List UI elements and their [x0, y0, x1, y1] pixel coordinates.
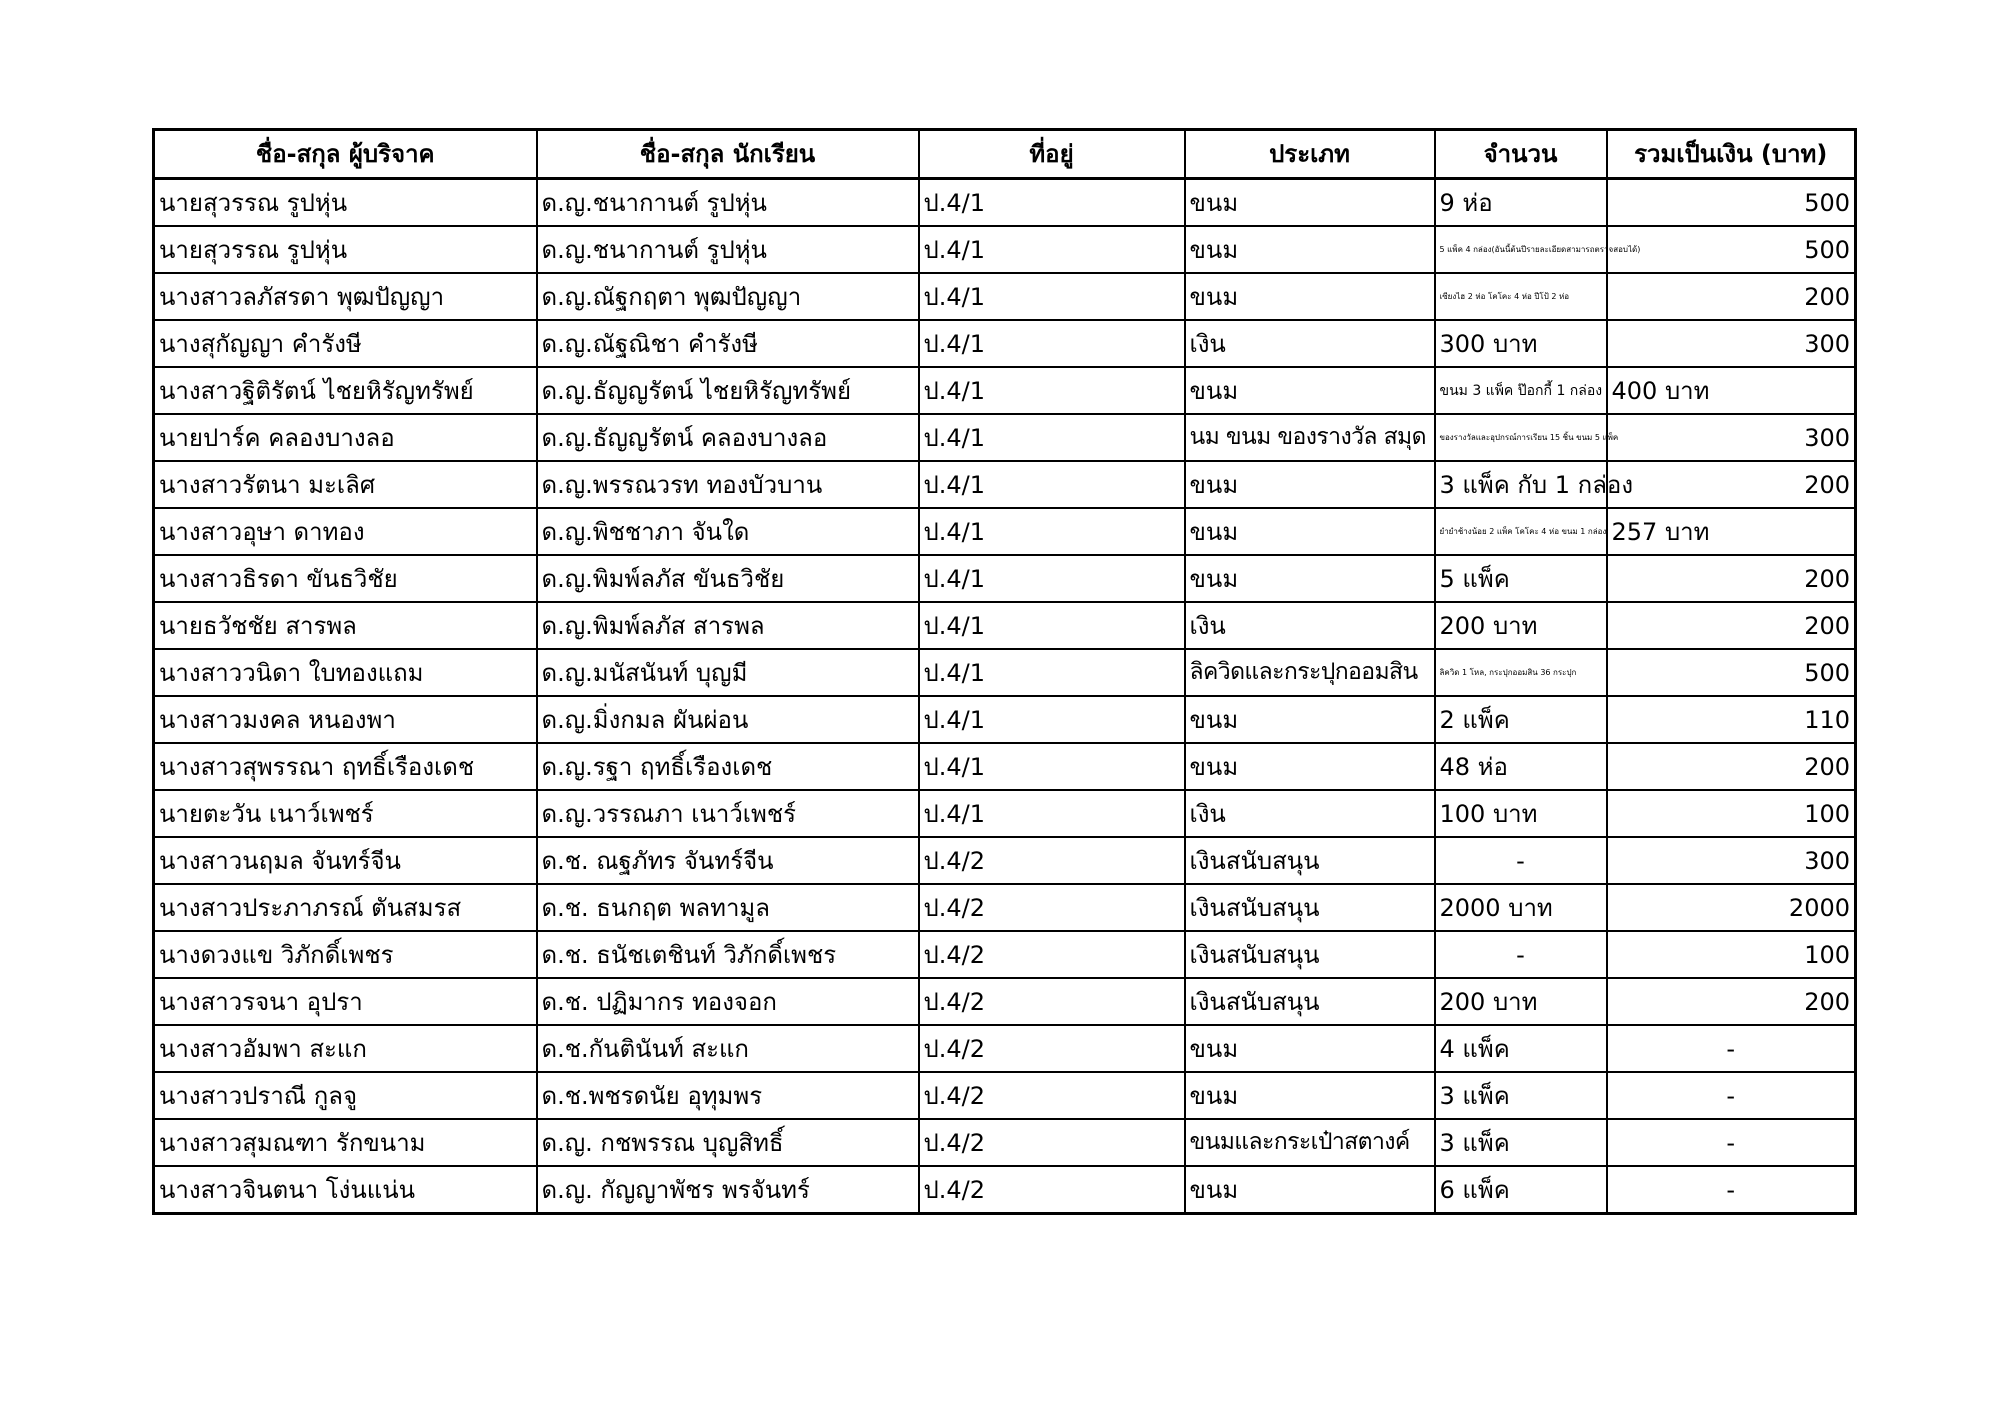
- quantity-cell: -: [1435, 837, 1607, 884]
- student-name-cell: ด.ช. ณฐภัทร จันทร์จีน: [537, 837, 919, 884]
- donor-name-cell: นางสาวอุษา ดาทอง: [154, 508, 537, 555]
- header-quantity: จำนวน: [1435, 130, 1607, 179]
- address-cell: ป.4/1: [919, 273, 1185, 320]
- student-name-cell: ด.ญ.พรรณวรท ทองบัวบาน: [537, 461, 919, 508]
- table-row: [154, 1025, 1856, 1072]
- address-cell: ป.4/2: [919, 837, 1185, 884]
- address-cell: ป.4/2: [919, 1119, 1185, 1166]
- table-row: [154, 602, 1856, 649]
- address-cell: ป.4/2: [919, 884, 1185, 931]
- donation-sheet: [152, 128, 1854, 1215]
- address-cell: ป.4/1: [919, 743, 1185, 790]
- donor-name-cell: นางสาวอัมพา สะแก: [154, 1025, 537, 1072]
- total-cell: 200: [1607, 273, 1856, 320]
- donor-name-cell: นางดวงแข วิภักดิ์เพชร: [154, 931, 537, 978]
- table-row: [154, 790, 1856, 837]
- type-cell: ขนม: [1185, 1025, 1435, 1072]
- donor-name-cell: นายตะวัน เนาว์เพชร์: [154, 790, 537, 837]
- student-name-cell: ด.ญ.ณัฐกฤตา พุฒปัญญา: [537, 273, 919, 320]
- type-cell: ขนม: [1185, 273, 1435, 320]
- donor-name-cell: นายปาร์ค คลองบางลอ: [154, 414, 537, 461]
- donor-name-cell: นางสาวประภาภรณ์ ตันสมรส: [154, 884, 537, 931]
- quantity-cell: 2000 บาท: [1435, 884, 1607, 931]
- quantity-cell: ขนม 3 แพ็ค ป๊อกกี้ 1 กล่อง: [1435, 367, 1607, 414]
- type-cell: เงิน: [1185, 602, 1435, 649]
- quantity-cell: 3 แพ็ค กับ 1 กล่อง: [1435, 461, 1607, 508]
- student-name-cell: ด.ญ. กชพรรณ บุญสิทธิ์: [537, 1119, 919, 1166]
- quantity-cell: ของรางวัลและอุปกรณ์การเรียน 15 ชิ้น ขนม 5 แพ็ค: [1435, 414, 1607, 461]
- quantity-cell: 200 บาท: [1435, 602, 1607, 649]
- donor-name-cell: นางสาวรจนา อุปรา: [154, 978, 537, 1025]
- type-cell: ขนม: [1185, 461, 1435, 508]
- total-cell: 2000: [1607, 884, 1856, 931]
- table-row: [154, 414, 1856, 461]
- type-cell: ขนม: [1185, 226, 1435, 273]
- student-name-cell: ด.ช. ปฏิมากร ทองจอก: [537, 978, 919, 1025]
- type-cell: เงิน: [1185, 790, 1435, 837]
- table-row: [154, 837, 1856, 884]
- type-cell: ลิควิดและกระปุกออมสิน: [1185, 649, 1435, 696]
- total-cell: 200: [1607, 978, 1856, 1025]
- donor-name-cell: นางสาวสุพรรณา ฤทธิ์เรืองเดช: [154, 743, 537, 790]
- total-cell: 300: [1607, 320, 1856, 367]
- quantity-cell: 6 แพ็ค: [1435, 1166, 1607, 1214]
- total-cell: 500: [1607, 179, 1856, 227]
- address-cell: ป.4/1: [919, 508, 1185, 555]
- address-cell: ป.4/2: [919, 1025, 1185, 1072]
- type-cell: เงิน: [1185, 320, 1435, 367]
- address-cell: ป.4/1: [919, 414, 1185, 461]
- address-cell: ป.4/1: [919, 602, 1185, 649]
- quantity-cell: 3 แพ็ค: [1435, 1119, 1607, 1166]
- table-row: [154, 226, 1856, 273]
- table-row: [154, 931, 1856, 978]
- donor-name-cell: นางสาววนิดา ใบทองแถม: [154, 649, 537, 696]
- address-cell: ป.4/1: [919, 461, 1185, 508]
- address-cell: ป.4/1: [919, 320, 1185, 367]
- type-cell: เงินสนับสนุน: [1185, 931, 1435, 978]
- student-name-cell: ด.ญ.รฐา ฤทธิ์เรืองเดช: [537, 743, 919, 790]
- address-cell: ป.4/1: [919, 555, 1185, 602]
- student-name-cell: ด.ช.กันตินันท์ สะแก: [537, 1025, 919, 1072]
- table-row: [154, 320, 1856, 367]
- total-cell: 100: [1607, 790, 1856, 837]
- quantity-cell: 48 ห่อ: [1435, 743, 1607, 790]
- total-cell: 200: [1607, 743, 1856, 790]
- header-student-name: ชื่อ-สกุล นักเรียน: [537, 130, 919, 179]
- header-total-baht: รวมเป็นเงิน (บาท): [1607, 130, 1856, 179]
- type-cell: ขนม: [1185, 179, 1435, 227]
- student-name-cell: ด.ญ.ธัญญรัตน์ คลองบางลอ: [537, 414, 919, 461]
- total-cell: 257 บาท: [1607, 508, 1856, 555]
- table-row: [154, 367, 1856, 414]
- total-cell: 300: [1607, 414, 1856, 461]
- total-cell: 300: [1607, 837, 1856, 884]
- table-row: [154, 884, 1856, 931]
- quantity-cell: 4 แพ็ค: [1435, 1025, 1607, 1072]
- table-row: [154, 1119, 1856, 1166]
- quantity-cell: 5 แพ็ค: [1435, 555, 1607, 602]
- total-cell: 100: [1607, 931, 1856, 978]
- total-cell: 500: [1607, 226, 1856, 273]
- address-cell: ป.4/1: [919, 790, 1185, 837]
- student-name-cell: ด.ญ.ชนากานต์ รูปหุ่น: [537, 179, 919, 227]
- total-cell: 200: [1607, 602, 1856, 649]
- type-cell: ขนม: [1185, 508, 1435, 555]
- quantity-cell: 100 บาท: [1435, 790, 1607, 837]
- type-cell: ขนม: [1185, 1166, 1435, 1214]
- type-cell: ขนม: [1185, 743, 1435, 790]
- quantity-cell: -: [1435, 931, 1607, 978]
- donor-name-cell: นางสุกัญญา คำรังษี: [154, 320, 537, 367]
- student-name-cell: ด.ญ.มนัสนันท์ บุญมี: [537, 649, 919, 696]
- table-row: [154, 508, 1856, 555]
- donor-name-cell: นายธวัชชัย สารพล: [154, 602, 537, 649]
- total-cell: -: [1607, 1072, 1856, 1119]
- address-cell: ป.4/1: [919, 179, 1185, 227]
- quantity-cell: 3 แพ็ค: [1435, 1072, 1607, 1119]
- table-row: [154, 179, 1856, 227]
- donor-name-cell: นางสาวธิรดา ขันธวิชัย: [154, 555, 537, 602]
- student-name-cell: ด.ญ. กัญญาพัชร พรจันทร์: [537, 1166, 919, 1214]
- table-body: [154, 179, 1856, 1214]
- type-cell: เงินสนับสนุน: [1185, 837, 1435, 884]
- address-cell: ป.4/2: [919, 931, 1185, 978]
- address-cell: ป.4/1: [919, 649, 1185, 696]
- type-cell: ขนม: [1185, 555, 1435, 602]
- quantity-cell: 5 แพ็ค 4 กล่อง(อันนี้ต้นปีรายละเอียดสามารถตรวจสอบได้): [1435, 226, 1607, 273]
- donor-name-cell: นางสาวมงคล หนองพา: [154, 696, 537, 743]
- donor-name-cell: นายสุวรรณ รูปหุ่น: [154, 179, 537, 227]
- total-cell: -: [1607, 1166, 1856, 1214]
- table-row: [154, 696, 1856, 743]
- table-row: [154, 461, 1856, 508]
- quantity-cell: 200 บาท: [1435, 978, 1607, 1025]
- address-cell: ป.4/2: [919, 1072, 1185, 1119]
- quantity-cell: 300 บาท: [1435, 320, 1607, 367]
- student-name-cell: ด.ช. ธนกฤต พลทามูล: [537, 884, 919, 931]
- table-row: [154, 1166, 1856, 1214]
- address-cell: ป.4/2: [919, 978, 1185, 1025]
- address-cell: ป.4/1: [919, 696, 1185, 743]
- quantity-cell: 2 แพ็ค: [1435, 696, 1607, 743]
- total-cell: 200: [1607, 461, 1856, 508]
- quantity-cell: ยำยำช้างน้อย 2 แพ็ค โคโคะ 4 ห่อ ขนม 1 กล่อง: [1435, 508, 1607, 555]
- type-cell: เงินสนับสนุน: [1185, 884, 1435, 931]
- donor-name-cell: นางสาวนฤมล จันทร์จีน: [154, 837, 537, 884]
- table-row: [154, 649, 1856, 696]
- donor-name-cell: นางสาวรัตนา มะเลิศ: [154, 461, 537, 508]
- table-row: [154, 743, 1856, 790]
- type-cell: เงินสนับสนุน: [1185, 978, 1435, 1025]
- total-cell: 500: [1607, 649, 1856, 696]
- address-cell: ป.4/1: [919, 367, 1185, 414]
- table-header-row: [154, 130, 1856, 179]
- total-cell: 110: [1607, 696, 1856, 743]
- quantity-cell: เซียงไฮ 2 ห่อ โคโคะ 4 ห่อ ปีโป้ 2 ห่อ: [1435, 273, 1607, 320]
- student-name-cell: ด.ญ.วรรณภา เนาว์เพชร์: [537, 790, 919, 837]
- type-cell: ขนม: [1185, 1072, 1435, 1119]
- total-cell: -: [1607, 1025, 1856, 1072]
- student-name-cell: ด.ญ.พิมพ์ลภัส สารพล: [537, 602, 919, 649]
- donation-table: [152, 128, 1857, 1215]
- donor-name-cell: นายสุวรรณ รูปหุ่น: [154, 226, 537, 273]
- header-donor-name: ชื่อ-สกุล ผู้บริจาค: [154, 130, 537, 179]
- type-cell: ขนม: [1185, 367, 1435, 414]
- quantity-cell: 9 ห่อ: [1435, 179, 1607, 227]
- donor-name-cell: นางสาวลภัสรดา พุฒปัญญา: [154, 273, 537, 320]
- donor-name-cell: นางสาวจินตนา โง่นแน่น: [154, 1166, 537, 1214]
- student-name-cell: ด.ญ.ณัฐณิชา คำรังษี: [537, 320, 919, 367]
- type-cell: ขนม: [1185, 696, 1435, 743]
- total-cell: -: [1607, 1119, 1856, 1166]
- student-name-cell: ด.ญ.ชนากานต์ รูปหุ่น: [537, 226, 919, 273]
- quantity-cell: ลิควิด 1 โหล, กระปุกออมสิน 36 กระปุก: [1435, 649, 1607, 696]
- header-address: ที่อยู่: [919, 130, 1185, 179]
- table-row: [154, 978, 1856, 1025]
- student-name-cell: ด.ช. ธนัชเตชินท์ วิภักดิ์เพชร: [537, 931, 919, 978]
- address-cell: ป.4/1: [919, 226, 1185, 273]
- donor-name-cell: นางสาวฐิติรัตน์ ไชยหิรัญทรัพย์: [154, 367, 537, 414]
- address-cell: ป.4/2: [919, 1166, 1185, 1214]
- student-name-cell: ด.ญ.ธัญญรัตน์ ไชยหิรัญทรัพย์: [537, 367, 919, 414]
- table-row: [154, 273, 1856, 320]
- type-cell: นม ขนม ของรางวัล สมุด: [1185, 414, 1435, 461]
- student-name-cell: ด.ช.พชรดนัย อุทุมพร: [537, 1072, 919, 1119]
- total-cell: 400 บาท: [1607, 367, 1856, 414]
- type-cell: ขนมและกระเป๋าสตางค์: [1185, 1119, 1435, 1166]
- table-row: [154, 1072, 1856, 1119]
- student-name-cell: ด.ญ.มิ่งกมล ผันผ่อน: [537, 696, 919, 743]
- student-name-cell: ด.ญ.พิชชาภา จันใด: [537, 508, 919, 555]
- header-type: ประเภท: [1185, 130, 1435, 179]
- total-cell: 200: [1607, 555, 1856, 602]
- donor-name-cell: นางสาวสุมณฑา รักขนาม: [154, 1119, 537, 1166]
- table-row: [154, 555, 1856, 602]
- student-name-cell: ด.ญ.พิมพ์ลภัส ขันธวิชัย: [537, 555, 919, 602]
- donor-name-cell: นางสาวปราณี กูลจู: [154, 1072, 537, 1119]
